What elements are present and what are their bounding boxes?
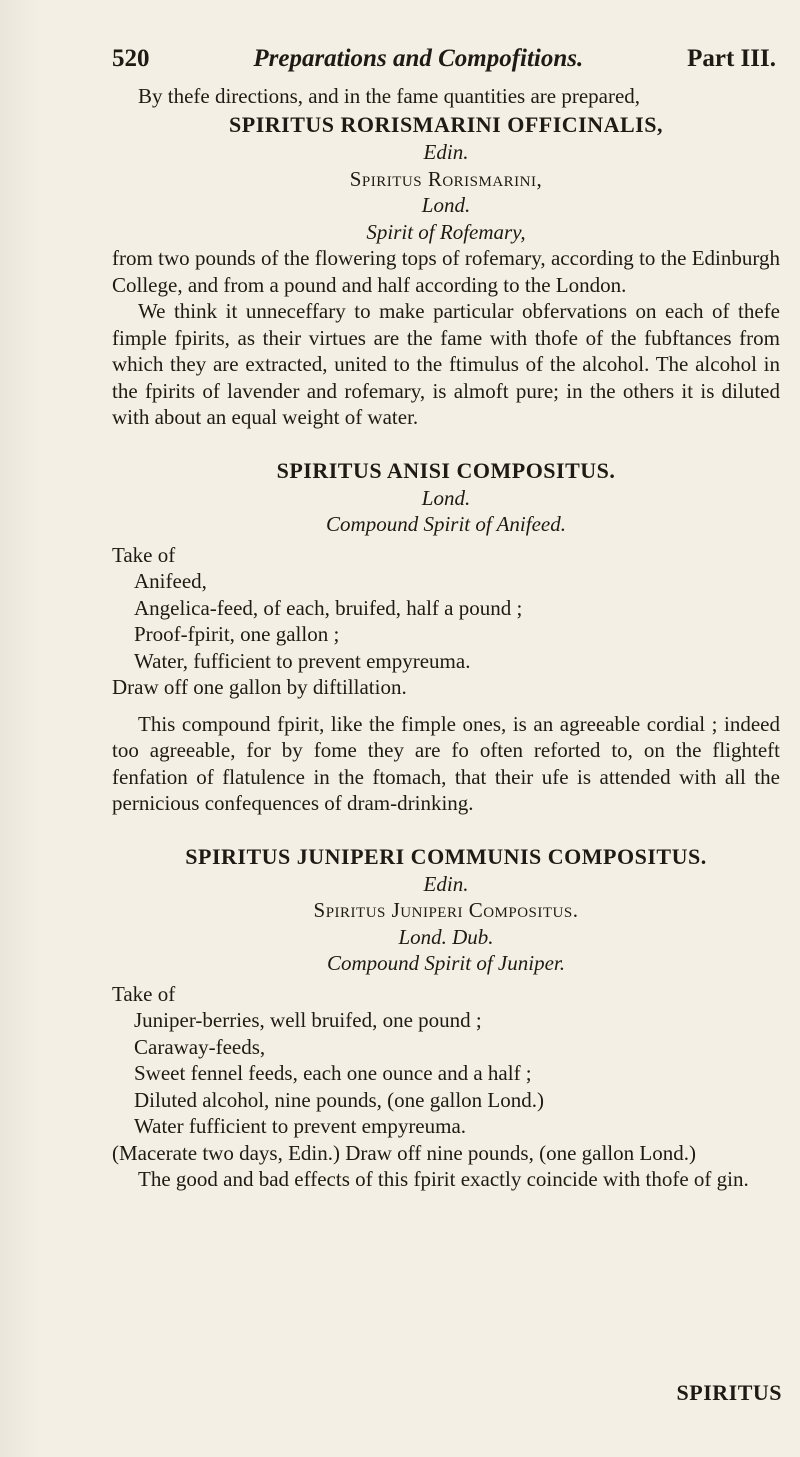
anisi-lond: Lond.: [421, 485, 471, 510]
juniperi-lond: Lond. Dub.: [398, 924, 494, 949]
juniperi-take-of: Take of: [112, 981, 176, 1006]
rosemary-heading: SPIRITUS RORISMARINI OFFICINALIS,: [229, 112, 663, 137]
juniperi-synonym: Spiritus Juniperi Compositus.: [313, 898, 579, 922]
anisi-note: This compound fpirit, like the fimple ones, is an agreeable cordial ; indeed too agreeable, for by fome they are fo often reforted to, on the flighteft fenfation of flatulence in the ftomach, that their ufe is attended with all the pernicious confequences of dram-drinking.: [112, 711, 780, 815]
running-head: [112, 46, 780, 73]
anisi-ingredient: Proof-fpirit, one gallon ;: [134, 622, 340, 646]
juniperi-english: Compound Spirit of Juniper.: [326, 951, 565, 975]
anisi-heading: SPIRITUS ANISI COMPOSITUS.: [276, 457, 616, 483]
page-gutter-shadow: [0, 0, 40, 1457]
rosemary-lond: Lond.: [421, 193, 471, 217]
rosemary-english: Spirit of Rofemary,: [366, 219, 526, 244]
anisi-direction: Draw off one gallon by diftillation.: [112, 675, 407, 699]
juniperi-edin: Edin.: [423, 871, 469, 896]
juniperi-direction: (Macerate two days, Edin.) Draw off nine pounds, (one gallon Lond.): [112, 1140, 696, 1165]
rosemary-edin: Edin.: [423, 140, 469, 164]
rosemary-text: from two pounds of the flowering tops of rofemary, according to the Edinburgh College, and from a pound and half according to the London.: [112, 246, 780, 297]
page-number: 520: [112, 45, 150, 72]
anisi-ingredient: Angelica-feed, of each, bruifed, half a pound ;: [134, 595, 523, 620]
juniperi-ingredient: Caraway-feeds,: [134, 1034, 266, 1059]
juniperi-heading: SPIRITUS JUNIPERI COMMUNIS COMPOSITUS.: [185, 843, 707, 869]
juniperi-ingredient: Water fufficient to prevent empyreuma.: [134, 1114, 467, 1138]
part-label: Part III.: [687, 45, 776, 72]
juniperi-ingredient: Diluted alcohol, nine pounds, (one gallon Lond.): [134, 1087, 545, 1112]
juniperi-ingredient: Juniper-berries, well bruifed, one pound ;: [134, 1008, 482, 1032]
anisi-ingredient: Water, fufficient to prevent empyreuma.: [134, 648, 471, 673]
catchword: SPIRITUS: [676, 1380, 782, 1405]
anisi-english: Compound Spirit of Anifeed.: [326, 512, 566, 536]
juniperi-ingredient: Sweet fennel feeds, each one ounce and a half ;: [134, 1061, 532, 1085]
rosemary-synonym: Spiritus Rorismarini,: [349, 166, 543, 191]
anisi-ingredient: Anifeed,: [134, 569, 207, 593]
observations-paragraph: We think it unneceffary to make particular obfervations on each of thefe fimple fpirits, as their virtues are the fame with thofe of the fubftances from which they are extracted, united to the ftimulus of the alcohol. The alcohol in the fpirits of lavender and rofemary, is almoft pure; in the others it is diluted with about an equal weight of water.: [112, 299, 780, 429]
intro-line: By thefe directions, and in the fame quantities are prepared,: [138, 83, 641, 108]
anisi-take-of: Take of: [112, 542, 176, 567]
running-title: Preparations and Compofitions.: [253, 45, 584, 72]
juniperi-note: The good and bad effects of this fpirit exactly coincide with thofe of gin.: [138, 1167, 749, 1191]
